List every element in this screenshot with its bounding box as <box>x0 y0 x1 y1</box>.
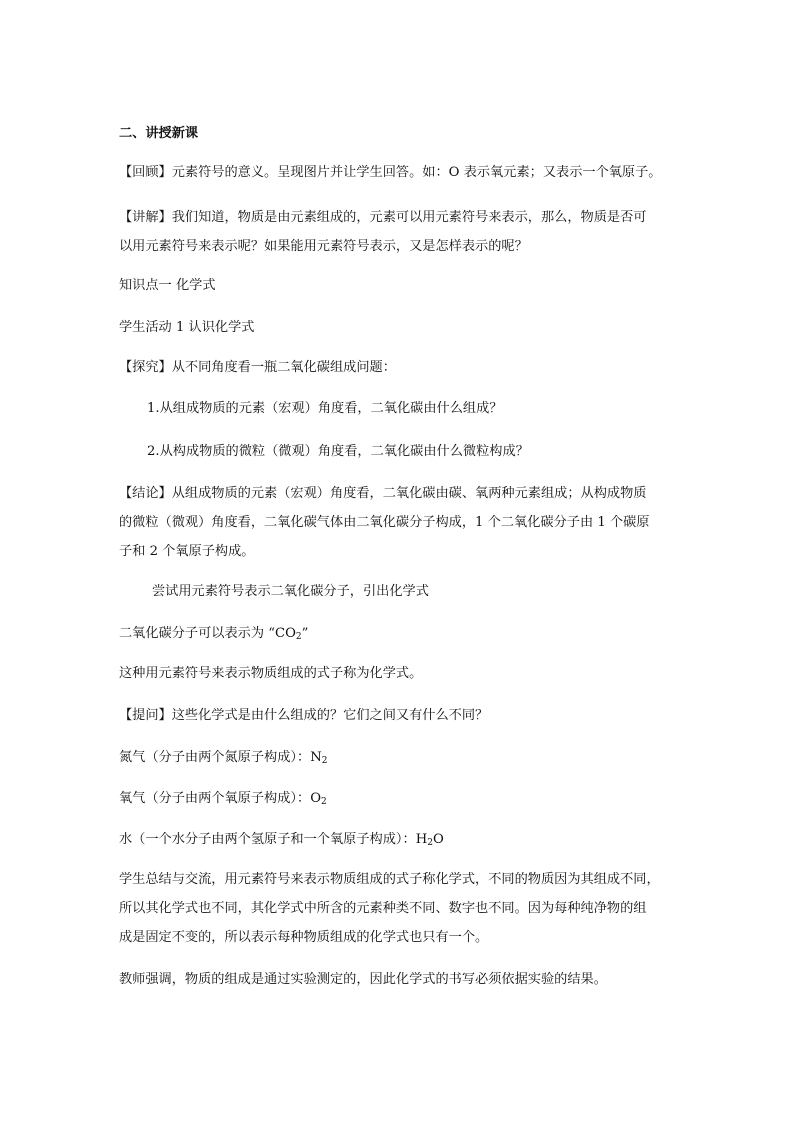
nitrogen-prefix: 氮气（分子由两个氮原子构成）：N <box>119 750 322 765</box>
explore-question-1: 1.从组成物质的元素（宏观）角度看，二氧化碳由什么组成？ <box>147 401 503 416</box>
conclusion-line-1: 【结论】从组成物质的元素（宏观）角度看，二氧化碳由碳、氧两种元素组成；从构成物质 <box>119 486 647 501</box>
question-text: 【提问】这些化学式是由什么组成的？它们之间又有什么不同？ <box>119 708 489 723</box>
summary-line-1: 学生总结与交流，用元素符号来表示物质组成的式子称化学式，不同的物质因为其组成不同， <box>119 872 660 887</box>
review-paragraph: 【回顾】元素符号的意义。呈现图片并让学生回答。如：O 表示氧元素；又表示一个氧原子。 <box>119 165 662 180</box>
water-suffix: O <box>432 832 444 847</box>
nitrogen-formula-line <box>119 751 328 764</box>
summary-line-3: 成是固定不变的，所以表示每种物质组成的化学式也只有一个。 <box>119 930 489 945</box>
knowledge-point-heading: 知识点一 化学式 <box>119 278 216 293</box>
try-text: 尝试用元素符号表示二氧化碳分子，引出化学式 <box>152 584 429 599</box>
teacher-emphasis: 教师强调，物质的组成是通过实验测定的，因此化学式的书写必须依据实验的结果。 <box>119 972 607 987</box>
co2-formula-line <box>119 627 308 640</box>
co2-suffix: ” <box>301 626 309 641</box>
co2-subscript: 2 <box>295 632 302 642</box>
water-subscript: 2 <box>427 838 433 848</box>
explain-line-1: 【讲解】我们知道，物质是由元素组成的，元素可以用元素符号来表示，那么，物质是否可 <box>119 210 647 225</box>
section-title: 二、讲授新课 <box>119 126 199 141</box>
co2-prefix: 二氧化碳分子可以表示为 “CO <box>119 626 296 641</box>
oxygen-subscript: 2 <box>321 797 327 807</box>
water-prefix: 水（一个水分子由两个氢原子和一个氧原子构成）：H <box>119 832 428 847</box>
definition-text: 这种用元素符号来表示物质组成的式子称为化学式。 <box>119 666 423 681</box>
explain-line-2: 以用元素符号来表示呢？如果能用元素符号表示，又是怎样表示的呢？ <box>119 239 528 254</box>
nitrogen-subscript: 2 <box>321 756 328 766</box>
activity-heading: 学生活动 1 认识化学式 <box>119 320 255 335</box>
conclusion-line-2: 的微粒（微观）角度看，二氧化碳气体由二氧化碳分子构成，1 个二氧化碳分子由 1 个碳原 <box>119 515 650 530</box>
summary-line-2: 所以其化学式也不同，其化学式中所含的元素种类不同、数字也不同。因为每种纯净物的组 <box>119 901 647 916</box>
explore-title: 【探究】从不同角度看一瓶二氧化碳组成问题： <box>119 360 396 375</box>
oxygen-prefix: 氧气（分子由两个氧原子构成）：O <box>119 791 322 806</box>
oxygen-formula-line <box>119 792 327 805</box>
conclusion-line-3: 子和 2 个氧原子构成。 <box>119 544 255 559</box>
explore-question-2: 2.从构成物质的微粒（微观）角度看，二氧化碳由什么微粒构成？ <box>147 444 529 459</box>
water-formula-line <box>119 833 444 846</box>
